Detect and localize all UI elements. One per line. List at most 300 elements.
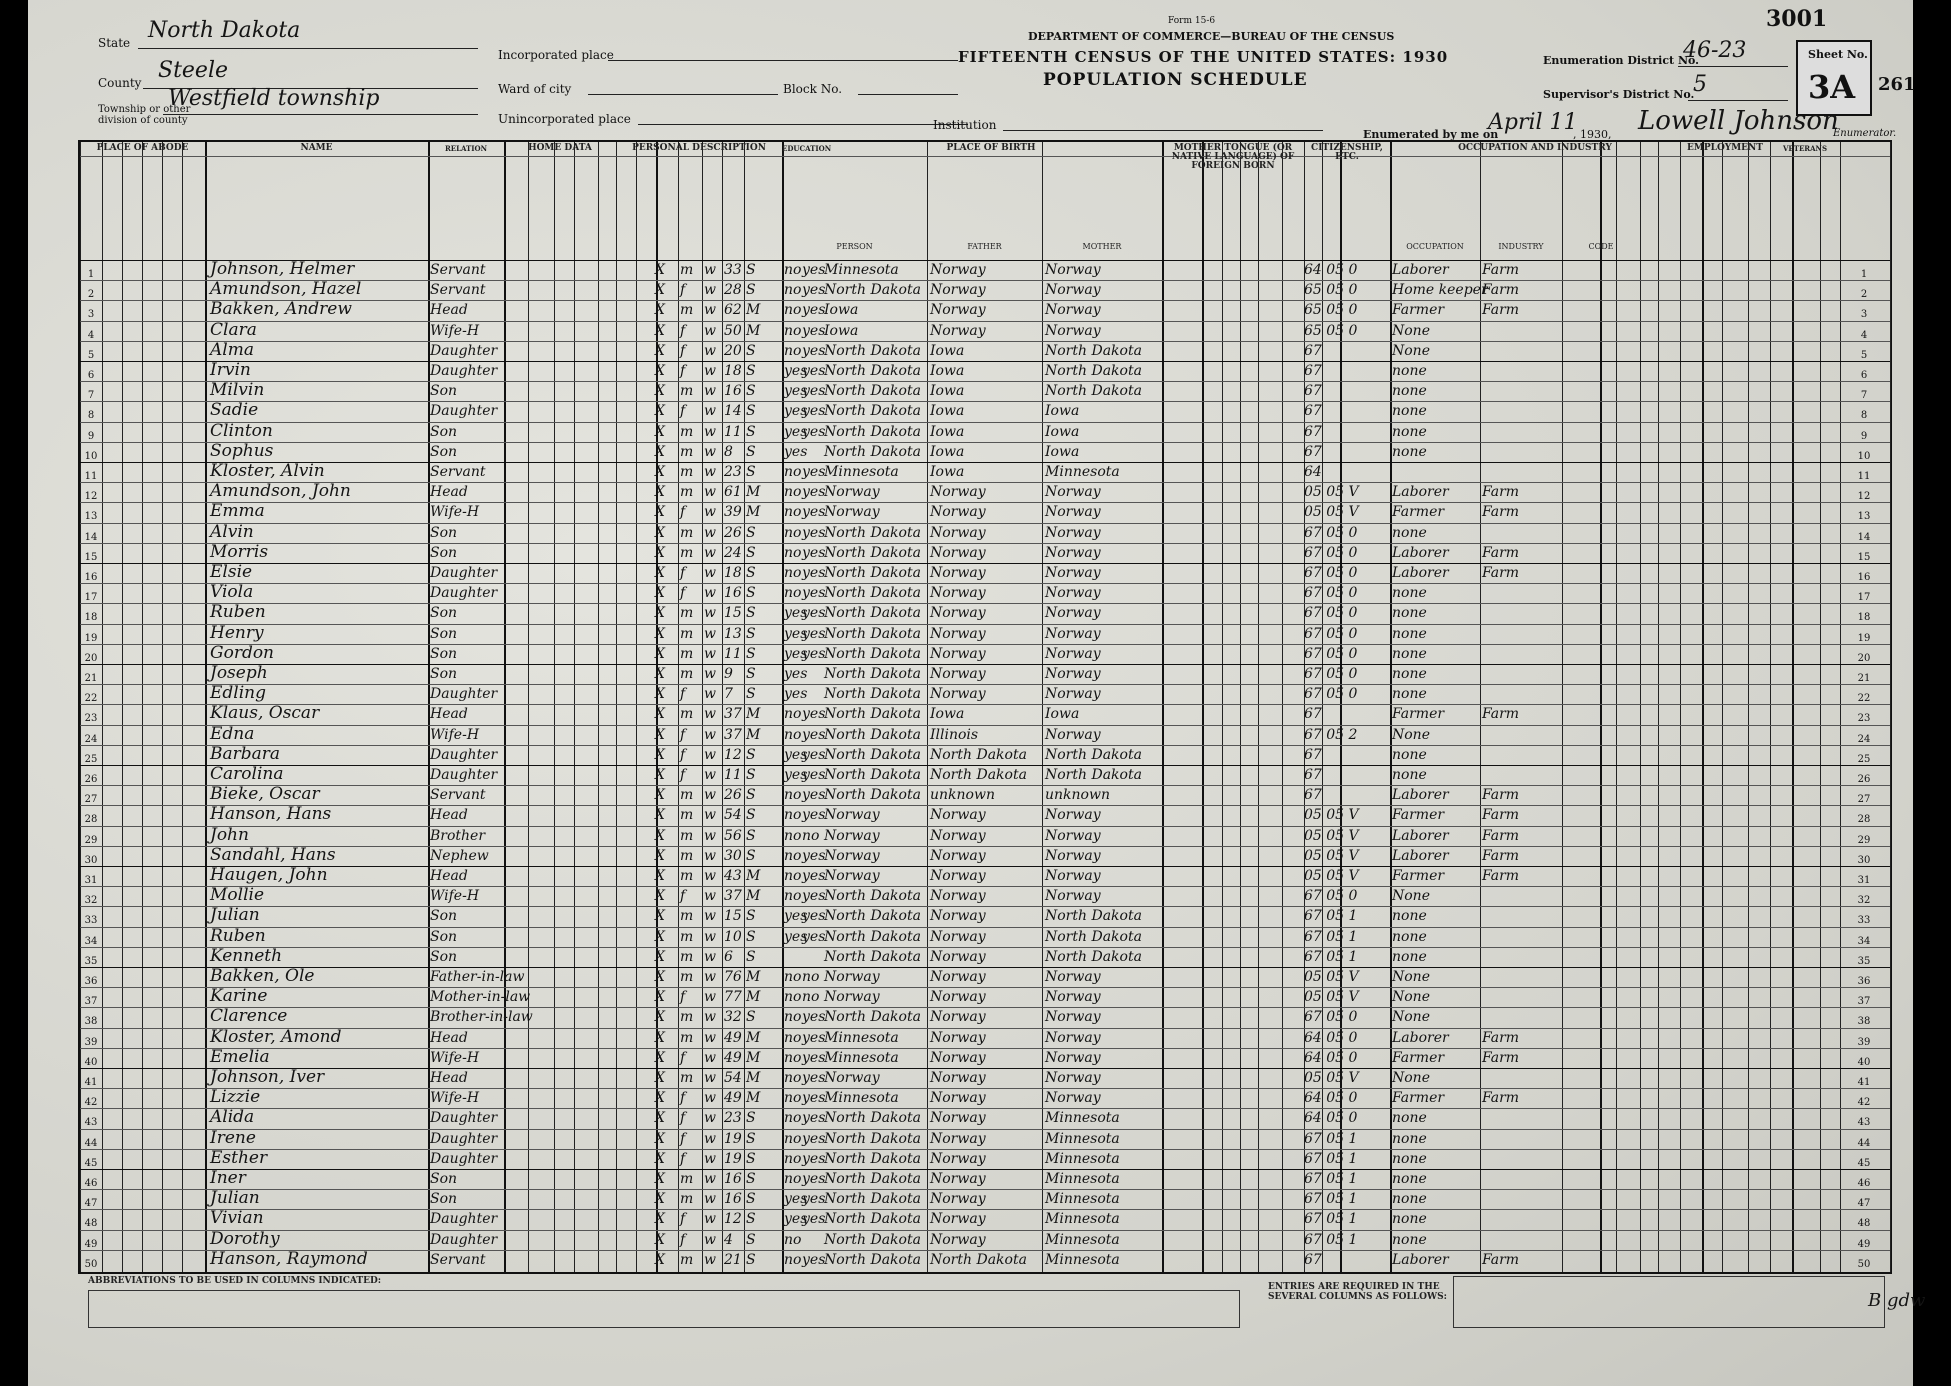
column-rule xyxy=(722,142,723,1272)
column-rule xyxy=(1282,142,1283,1272)
person-name: Kloster, Alvin xyxy=(210,461,325,481)
age: 43 xyxy=(724,868,742,884)
census-title: FIFTEENTH CENSUS OF THE UNITED STATES: 1930 xyxy=(958,48,1449,66)
page-stamp: 3001 xyxy=(1766,6,1828,32)
line-number: 38 xyxy=(84,1016,98,1028)
radio-mark: X xyxy=(655,807,665,824)
age: 30 xyxy=(724,847,742,864)
school: no xyxy=(784,847,802,864)
column-rule xyxy=(1890,142,1891,1272)
line-number: 46 xyxy=(84,1178,98,1189)
industry: Farm xyxy=(1482,787,1520,804)
column-rule xyxy=(122,142,123,1272)
read-write: yes xyxy=(802,282,826,299)
birth-code: 67 xyxy=(1304,423,1322,440)
column-rule xyxy=(744,142,745,1272)
race: w xyxy=(704,282,716,299)
township-label: Township or other division of county xyxy=(98,104,191,126)
sex: m xyxy=(680,484,694,501)
relation: Servant xyxy=(430,1251,486,1268)
person-name: Amundson, John xyxy=(210,481,351,502)
column-rule xyxy=(636,142,637,1272)
birthplace-father: Illinois xyxy=(930,726,979,743)
township-underline xyxy=(163,114,478,115)
school: no xyxy=(784,1029,802,1046)
line-number: 17 xyxy=(84,592,98,604)
line-number: 29 xyxy=(84,834,98,846)
birthplace-father: unknown xyxy=(930,787,995,804)
marital-status: S xyxy=(746,423,756,440)
radio-mark: X xyxy=(655,544,665,561)
birthplace-father: Norway xyxy=(930,585,986,602)
age: 11 xyxy=(724,423,742,440)
line-number: 6 xyxy=(87,370,95,381)
race: w xyxy=(704,888,716,905)
relation: Daughter xyxy=(430,686,498,703)
person-name: Milvin xyxy=(210,380,265,401)
birthplace-person: Minnesota xyxy=(824,262,899,278)
column-rule xyxy=(1748,142,1749,1272)
race: w xyxy=(704,1049,716,1066)
radio-mark: X xyxy=(655,1150,665,1167)
industry: Farm xyxy=(1482,282,1520,299)
line-number-right: 32 xyxy=(1857,895,1871,907)
sheet-number-label: Sheet No. xyxy=(1808,48,1868,61)
race: w xyxy=(704,544,716,561)
birth-code: 05 05 V xyxy=(1304,868,1359,884)
radio-mark: X xyxy=(655,302,665,319)
birth-code: 67 xyxy=(1304,443,1322,460)
race: w xyxy=(704,969,716,985)
birthplace-mother: North Dakota xyxy=(1045,928,1142,945)
marital-status: M xyxy=(746,706,761,723)
radio-mark: X xyxy=(655,1231,665,1248)
birthplace-person: Norway xyxy=(824,969,880,985)
school: yes xyxy=(784,605,808,622)
line-number: 9 xyxy=(87,430,95,442)
marital-status: S xyxy=(746,464,756,480)
read-write: yes xyxy=(802,1191,826,1208)
marital-status: S xyxy=(746,625,756,642)
occupation: Laborer xyxy=(1392,484,1449,501)
marital-status: S xyxy=(746,443,756,460)
line-number: 32 xyxy=(84,895,98,907)
person-name: Vivian xyxy=(210,1208,264,1229)
read-write: yes xyxy=(802,585,826,602)
sex: m xyxy=(680,1009,694,1026)
birthplace-mother: Norway xyxy=(1045,888,1101,905)
race: w xyxy=(704,948,716,965)
age: 37 xyxy=(724,706,742,723)
birthplace-person: North Dakota xyxy=(824,363,921,379)
person-name: Elsie xyxy=(210,562,253,582)
marital-status: S xyxy=(746,262,756,278)
line-number: 13 xyxy=(84,511,98,523)
birthplace-mother: Iowa xyxy=(1045,443,1080,460)
birthplace-person: Minnesota xyxy=(824,1090,899,1107)
birth-code: 05 05 V xyxy=(1304,504,1359,521)
birthplace-person: North Dakota xyxy=(824,383,921,400)
marital-status: S xyxy=(746,666,756,682)
column-rule xyxy=(702,142,703,1272)
birth-code: 67 05 1 xyxy=(1304,1191,1358,1208)
marital-status: S xyxy=(746,585,756,602)
radio-mark: X xyxy=(655,585,665,602)
birthplace-father: Norway xyxy=(930,322,986,339)
column-rule xyxy=(678,142,679,1272)
race: w xyxy=(704,868,716,884)
occupation: None xyxy=(1392,888,1430,905)
enum-district-label: Enumeration District No. xyxy=(1543,54,1699,67)
school: yes xyxy=(784,666,808,682)
birth-code: 67 05 1 xyxy=(1304,908,1358,925)
age: 37 xyxy=(724,888,742,905)
relation: Head xyxy=(430,1029,468,1046)
school: yes xyxy=(784,1211,808,1228)
birth-code: 67 xyxy=(1304,746,1322,763)
line-number-right: 44 xyxy=(1857,1137,1871,1149)
race: w xyxy=(704,565,716,581)
occupation: Laborer xyxy=(1392,544,1449,561)
race: w xyxy=(704,767,716,783)
birth-code: 64 xyxy=(1304,464,1322,480)
institution-underline xyxy=(1003,130,1323,131)
line-number-right: 45 xyxy=(1857,1157,1871,1169)
marital-status: S xyxy=(746,948,756,965)
column-group-heading: NAME xyxy=(300,143,333,153)
state-value: North Dakota xyxy=(148,18,301,43)
sex: f xyxy=(680,363,686,379)
relation: Daughter xyxy=(430,585,498,602)
birthplace-mother: Norway xyxy=(1045,969,1101,985)
sex: f xyxy=(680,1150,686,1167)
age: 12 xyxy=(724,1211,742,1228)
column-rule xyxy=(554,142,555,1272)
line-number: 27 xyxy=(84,794,98,806)
sex: m xyxy=(680,302,694,319)
line-number: 50 xyxy=(84,1258,98,1270)
age: 62 xyxy=(724,302,742,319)
sex: m xyxy=(680,443,694,460)
birthplace-mother: Norway xyxy=(1045,605,1101,622)
birthplace-mother: North Dakota xyxy=(1045,948,1142,965)
birthplace-father: Norway xyxy=(930,1211,986,1228)
block-underline xyxy=(858,94,958,95)
school: no xyxy=(784,1090,802,1107)
birth-code: 64 05 0 xyxy=(1304,262,1358,278)
occupation: Laborer xyxy=(1392,847,1449,864)
read-write: yes xyxy=(802,726,826,743)
radio-mark: X xyxy=(655,1029,665,1046)
line-number-right: 9 xyxy=(1860,430,1868,442)
occupation: none xyxy=(1392,1231,1427,1248)
line-number-right: 5 xyxy=(1860,349,1868,361)
line-number-right: 20 xyxy=(1857,652,1871,664)
occupation: Farmer xyxy=(1392,1049,1445,1066)
school: yes xyxy=(784,686,808,703)
marital-status: S xyxy=(746,1009,756,1026)
birth-code: 67 05 0 xyxy=(1304,585,1358,602)
person-name: Sandahl, Hans xyxy=(210,844,336,865)
marital-status: M xyxy=(746,888,761,905)
age: 19 xyxy=(724,1150,742,1167)
school: yes xyxy=(784,1191,808,1208)
line-number-right: 42 xyxy=(1857,1097,1871,1109)
line-number-right: 3 xyxy=(1860,309,1868,321)
radio-mark: X xyxy=(655,726,665,743)
sub-heading-code: CODE xyxy=(1588,242,1614,251)
birthplace-person: Iowa xyxy=(824,322,859,339)
read-write: yes xyxy=(802,746,826,763)
marital-status: M xyxy=(746,868,761,884)
supervisor-label: Supervisor's District No. xyxy=(1543,88,1695,101)
age: 16 xyxy=(724,383,742,400)
race: w xyxy=(704,262,716,278)
school: no xyxy=(784,464,802,480)
birthplace-father: Iowa xyxy=(930,423,965,440)
line-number: 40 xyxy=(84,1056,98,1068)
sex: m xyxy=(680,706,694,723)
relation: Son xyxy=(430,666,458,682)
sub-heading-industry: INDUSTRY xyxy=(1498,242,1544,251)
abbreviations-table xyxy=(88,1290,1240,1328)
line-number-right: 4 xyxy=(1860,329,1868,341)
sex: m xyxy=(680,969,694,985)
school: no xyxy=(784,807,802,824)
birthplace-person: North Dakota xyxy=(824,908,921,925)
birth-code: 65 05 0 xyxy=(1304,282,1358,299)
marital-status: M xyxy=(746,1070,761,1086)
marital-status: M xyxy=(746,969,761,985)
occupation: none xyxy=(1392,1171,1427,1187)
relation: Brother-in-law xyxy=(430,1009,533,1026)
birthplace-mother: Norway xyxy=(1045,645,1101,662)
read-write: yes xyxy=(802,1130,826,1147)
column-group-heading: OCCUPATION AND INDUSTRY xyxy=(1458,143,1612,153)
marital-status: S xyxy=(746,1211,756,1228)
column-rule xyxy=(1162,142,1164,1272)
birthplace-father: Norway xyxy=(930,262,986,278)
radio-mark: X xyxy=(655,282,665,299)
age: 61 xyxy=(724,484,742,501)
birthplace-person: North Dakota xyxy=(824,645,921,662)
line-number: 39 xyxy=(84,1036,98,1048)
school: no xyxy=(784,504,802,521)
occupation: None xyxy=(1392,322,1430,339)
occupation: none xyxy=(1392,383,1427,400)
birthplace-mother: Norway xyxy=(1045,282,1101,299)
birthplace-father: North Dakota xyxy=(930,767,1027,783)
race: w xyxy=(704,504,716,521)
marital-status: S xyxy=(746,282,756,299)
birth-code: 67 xyxy=(1304,706,1322,723)
marital-status: S xyxy=(746,1231,756,1248)
occupation: none xyxy=(1392,1110,1427,1127)
school: no xyxy=(784,1009,802,1026)
person-name: Alida xyxy=(210,1107,255,1128)
line-number: 24 xyxy=(84,733,98,745)
ward-label: Ward of city xyxy=(498,82,572,96)
read-write: yes xyxy=(802,504,826,521)
school: no xyxy=(784,726,802,743)
person-name: Johnson, Iver xyxy=(210,1067,325,1087)
radio-mark: X xyxy=(655,746,665,763)
relation: Wife-H xyxy=(430,322,480,339)
sex: m xyxy=(680,1070,694,1086)
age: 28 xyxy=(724,282,742,299)
school: no xyxy=(784,1150,802,1167)
birthplace-father: Norway xyxy=(930,565,986,581)
person-name: Sadie xyxy=(210,400,259,421)
birthplace-father: Norway xyxy=(930,524,986,541)
person-name: Haugen, John xyxy=(210,865,328,885)
page-number: 261 xyxy=(1878,74,1916,95)
school: yes xyxy=(784,928,808,945)
column-group-heading: CITIZENSHIP, ETC. xyxy=(1311,143,1383,162)
race: w xyxy=(704,403,716,420)
birthplace-father: Norway xyxy=(930,1009,986,1026)
marital-status: M xyxy=(746,1090,761,1107)
birthplace-person: North Dakota xyxy=(824,1191,921,1208)
column-rule xyxy=(1792,142,1794,1272)
birthplace-mother: Norway xyxy=(1045,524,1101,541)
age: 77 xyxy=(724,989,742,1006)
sex: f xyxy=(680,504,686,521)
school: no xyxy=(784,868,802,884)
race: w xyxy=(704,706,716,723)
marital-status: S xyxy=(746,827,756,844)
birthplace-mother: Norway xyxy=(1045,726,1101,743)
birth-code: 67 05 1 xyxy=(1304,1130,1358,1147)
birthplace-father: Norway xyxy=(930,1029,986,1046)
radio-mark: X xyxy=(655,464,665,480)
school: no xyxy=(784,989,802,1006)
race: w xyxy=(704,1211,716,1228)
person-name: Morris xyxy=(210,541,269,562)
read-write: yes xyxy=(802,767,826,783)
person-name: Hanson, Raymond xyxy=(210,1248,368,1269)
occupation: Laborer xyxy=(1392,262,1449,278)
relation: Head xyxy=(430,1070,468,1086)
school: no xyxy=(784,706,802,723)
township-value: Westfield township xyxy=(168,86,380,111)
birthplace-mother: unknown xyxy=(1045,787,1110,804)
line-number-right: 41 xyxy=(1857,1077,1871,1088)
line-number: 16 xyxy=(84,572,98,583)
age: 13 xyxy=(724,625,742,642)
birthplace-person: North Dakota xyxy=(824,605,921,622)
race: w xyxy=(704,1191,716,1208)
race: w xyxy=(704,1090,716,1107)
read-write: yes xyxy=(802,1029,826,1046)
census-sheet xyxy=(28,0,1926,1386)
occupation: Laborer xyxy=(1392,1029,1449,1046)
line-number-right: 28 xyxy=(1857,814,1871,826)
line-number-right: 49 xyxy=(1857,1238,1871,1250)
race: w xyxy=(704,585,716,602)
birth-code: 67 05 0 xyxy=(1304,565,1358,581)
column-rule xyxy=(1222,142,1223,1272)
birthplace-person: North Dakota xyxy=(824,706,921,723)
birth-code: 67 05 0 xyxy=(1304,645,1358,662)
marital-status: S xyxy=(746,645,756,662)
person-name: Alvin xyxy=(210,521,254,542)
school: no xyxy=(784,827,802,844)
birth-code: 67 xyxy=(1304,767,1322,783)
birthplace-person: Norway xyxy=(824,807,880,824)
occupation: None xyxy=(1392,1070,1430,1086)
occupation: Farmer xyxy=(1392,868,1445,884)
race: w xyxy=(704,827,716,844)
school: no xyxy=(784,1231,802,1248)
person-name: Mollie xyxy=(210,885,265,906)
sex: f xyxy=(680,1110,686,1127)
school: yes xyxy=(784,423,808,440)
birthplace-mother: Norway xyxy=(1045,544,1101,561)
relation: Son xyxy=(430,544,458,561)
sex: m xyxy=(680,1251,694,1268)
sheet-number-value: 3A xyxy=(1808,68,1856,106)
column-rule xyxy=(205,142,207,1272)
relation: Son xyxy=(430,423,458,440)
birthplace-mother: Norway xyxy=(1045,827,1101,844)
relation: Daughter xyxy=(430,342,498,359)
age: 4 xyxy=(724,1231,733,1248)
entries-title: ENTRIES ARE REQUIRED IN THE SEVERAL COLUMNS AS FOLLOWS: xyxy=(1268,1282,1447,1302)
birth-code: 67 05 1 xyxy=(1304,948,1358,965)
person-name: Edling xyxy=(210,683,266,704)
column-rule xyxy=(182,142,183,1272)
relation: Son xyxy=(430,948,458,965)
race: w xyxy=(704,645,716,662)
read-write: no xyxy=(802,827,820,844)
form-number: Form 15-6 xyxy=(1168,16,1216,26)
line-number: 44 xyxy=(84,1137,98,1149)
line-number: 28 xyxy=(84,814,98,826)
read-write: yes xyxy=(802,383,826,400)
person-name: Kenneth xyxy=(210,945,283,966)
person-name: Ruben xyxy=(210,925,266,946)
read-write: yes xyxy=(802,787,826,804)
race: w xyxy=(704,989,716,1006)
birthplace-mother: Norway xyxy=(1045,1029,1101,1046)
sex: m xyxy=(680,423,694,440)
relation: Head xyxy=(430,706,468,723)
industry: Farm xyxy=(1482,1029,1520,1046)
column-rule xyxy=(1616,142,1617,1272)
relation: Wife-H xyxy=(430,504,480,521)
radio-mark: X xyxy=(655,322,665,339)
enum-district-value: 46-23 xyxy=(1683,38,1747,63)
birth-code: 67 xyxy=(1304,1251,1322,1268)
enum-district-underline xyxy=(1678,66,1788,67)
school: yes xyxy=(784,908,808,925)
person-name: Kloster, Amond xyxy=(210,1026,342,1047)
radio-mark: X xyxy=(655,1110,665,1127)
birth-code: 64 05 0 xyxy=(1304,1049,1358,1066)
birth-code: 67 xyxy=(1304,403,1322,420)
marital-status: M xyxy=(746,1029,761,1046)
birth-code: 05 05 V xyxy=(1304,989,1359,1006)
age: 20 xyxy=(724,342,742,359)
birth-code: 05 05 V xyxy=(1304,1070,1359,1086)
birthplace-mother: Norway xyxy=(1045,302,1101,319)
line-number: 22 xyxy=(84,693,98,705)
birthplace-father: Norway xyxy=(930,989,986,1006)
person-name: Julian xyxy=(210,1188,260,1209)
birthplace-father: Iowa xyxy=(930,363,965,379)
line-number: 7 xyxy=(87,390,95,402)
